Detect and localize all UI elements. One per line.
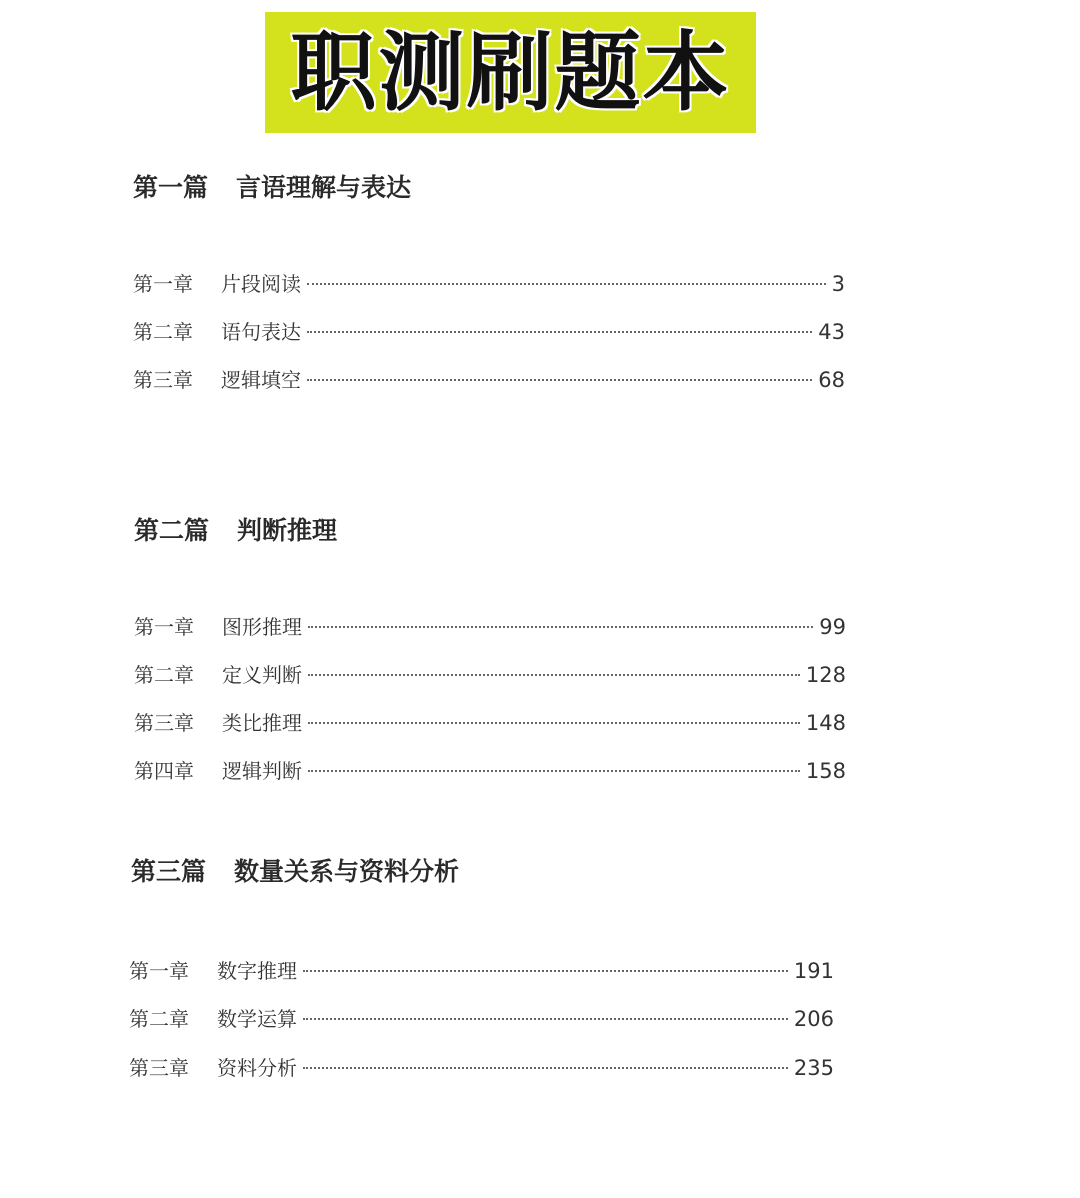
toc-entry[interactable]: [134, 755, 846, 785]
chapter-name: 逻辑填空: [221, 368, 301, 392]
dot-leader: [307, 331, 812, 333]
dot-leader: [308, 722, 800, 724]
dot-leader: [303, 1067, 788, 1069]
chapter-label: 第二章: [134, 663, 194, 687]
chapter-page-number: 128: [805, 663, 846, 687]
part-label: 第二篇: [134, 516, 210, 545]
dot-leader: [307, 379, 812, 381]
toc-entry[interactable]: [134, 611, 846, 641]
chapter-label: 第三章: [134, 711, 194, 735]
dot-leader: [308, 770, 800, 772]
chapter-page-number: 158: [805, 759, 846, 783]
chapter-label: 第三章: [129, 1056, 189, 1080]
toc-entry[interactable]: [133, 268, 845, 298]
chapter-name: 数学运算: [217, 1007, 297, 1031]
dot-leader: [303, 1018, 788, 1020]
chapter-label: 第一章: [129, 959, 189, 983]
chapter-label: 第二章: [129, 1007, 189, 1031]
chapter-name: 逻辑判断: [222, 759, 302, 783]
chapter-page-number: 206: [793, 1007, 834, 1031]
toc-entry[interactable]: [129, 1052, 834, 1082]
chapter-name: 资料分析: [217, 1056, 297, 1080]
chapter-label: 第三章: [133, 368, 193, 392]
dot-leader: [303, 970, 788, 972]
dot-leader: [307, 283, 826, 285]
chapter-page-number: 235: [793, 1056, 834, 1080]
chapter-name: 定义判断: [222, 663, 302, 687]
chapter-name: 语句表达: [221, 320, 301, 344]
chapter-name: 图形推理: [222, 615, 302, 639]
part-label: 第三篇: [131, 857, 207, 886]
chapter-label: 第四章: [134, 759, 194, 783]
dot-leader: [308, 674, 800, 676]
chapter-label: 第一章: [133, 272, 193, 296]
chapter-page-number: 99: [819, 615, 846, 639]
toc-entry[interactable]: [133, 364, 845, 394]
part-label: 第一篇: [133, 173, 209, 202]
toc-entry[interactable]: [129, 1003, 834, 1033]
chapter-page-number: 148: [805, 711, 846, 735]
chapter-page-number: 3: [831, 272, 845, 296]
part-name: 言语理解与表达: [236, 173, 412, 202]
chapter-name: 类比推理: [222, 711, 302, 735]
chapter-page-number: 43: [818, 320, 845, 344]
dot-leader: [308, 626, 813, 628]
title-banner: [265, 12, 756, 133]
part-heading: [133, 168, 411, 204]
chapter-label: 第一章: [134, 615, 194, 639]
toc-entry[interactable]: [134, 659, 846, 689]
toc-entry[interactable]: [134, 707, 846, 737]
chapter-name: 片段阅读: [221, 272, 301, 296]
part-heading: [134, 511, 337, 547]
part-heading: [131, 852, 459, 888]
part-name: 判断推理: [237, 516, 338, 545]
chapter-name: 数字推理: [217, 959, 297, 983]
page-title: 职测刷题本: [290, 22, 731, 123]
chapter-label: 第二章: [133, 320, 193, 344]
chapter-page-number: 191: [793, 959, 834, 983]
part-name: 数量关系与资料分析: [234, 857, 460, 886]
toc-entry[interactable]: [129, 955, 834, 985]
toc-entry[interactable]: [133, 316, 845, 346]
chapter-page-number: 68: [818, 368, 845, 392]
